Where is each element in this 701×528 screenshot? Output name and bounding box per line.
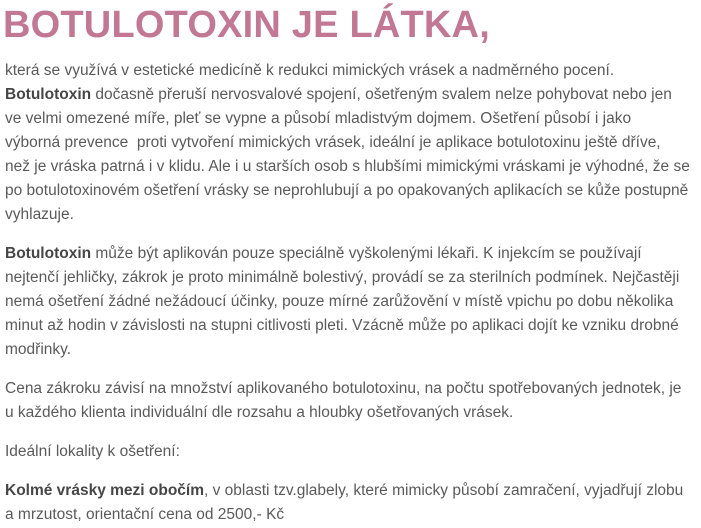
text-line: nemá ošetření žádné nežádoucí účinky, pouze mírné zarůžovění v místě vpichu po dobu několika [5, 293, 674, 310]
locations-label [5, 440, 701, 464]
text-line: Ideální lokality k ošetření: [5, 443, 180, 460]
text-line: výborná prevence proti vytvoření mimických vrásek, ideální je aplikace botulotoxinu ještě dříve, [5, 134, 661, 151]
text-line: u každého klienta individuální dle rozsahu a hloubky ošetřovaných vrásek. [5, 404, 514, 421]
text-line [5, 83, 701, 107]
intro-paragraph [5, 59, 701, 227]
text-segment: , v oblasti tzv.glabely, které mimicky působí zamračení, vyjadřují zlobu [204, 482, 684, 499]
text-line: která se využívá v estetické medicíně k redukci mimických vrásek a nadměrného pocení. [5, 62, 615, 79]
text-segment: dočasně přeruší nervosvalové spojení, ošetřeným svalem nelze pohybovat nebo jen [91, 86, 672, 103]
text-line [5, 479, 701, 503]
text-line: vyhlazuje. [5, 206, 74, 223]
location-item-glabella [5, 479, 701, 527]
text-line: ve velmi omezené míře, pleť se vypne a působí mladistvým dojmem. Ošetření působí i jako [5, 110, 632, 127]
application-paragraph [5, 242, 701, 362]
text-line: po botulotoxinovém ošetření vrásky se neprohlubují a po opakovaných aplikacích se kůže postupně [5, 182, 689, 199]
bold-term: Botulotoxin [5, 245, 92, 262]
bold-term: Botulotoxin [5, 86, 92, 103]
page-heading: BOTULOTOXIN JE LÁTKA, [3, 4, 490, 46]
text-segment: může být aplikován pouze speciálně vyškolenými lékaři. K injekcím se používají [91, 245, 642, 262]
bold-term: Kolmé vrásky mezi obočím [5, 482, 204, 499]
text-line [5, 242, 701, 266]
price-paragraph [5, 377, 701, 425]
text-line: minut až hodin v závislosti na stupni citlivosti pleti. Vzácně může po aplikaci dojít ke vzniku drobné [5, 317, 679, 334]
text-line: nejtenčí jehličky, zákrok je proto minimálně bolestivý, provádí se za sterilních podmínek. Nejčastěji [5, 269, 680, 286]
text-line: a mrzutost, orientační cena od 2500,- Kč [5, 506, 285, 523]
text-line: Cena zákroku závisí na množství aplikovaného botulotoxinu, na počtu spotřebovaných jednotek, je [5, 380, 682, 397]
text-line: modřinky. [5, 341, 72, 358]
text-line: než je vráska patrná i v klidu. Ale i u starších osob s hlubšími mimickými vráskami je výhodné, že se [5, 158, 690, 175]
